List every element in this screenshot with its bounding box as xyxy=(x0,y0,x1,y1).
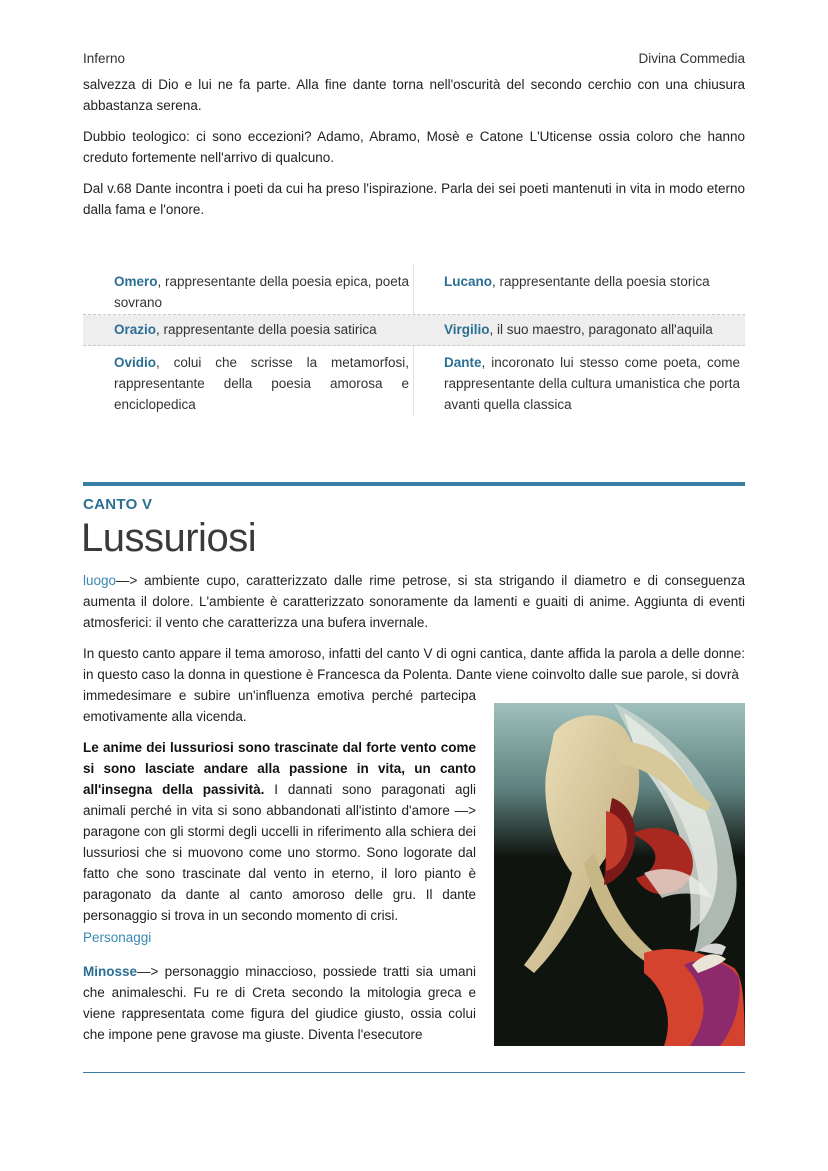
table-row xyxy=(83,264,745,315)
anime-paragraph xyxy=(83,737,476,926)
poet-dante xyxy=(444,352,740,415)
document-page xyxy=(83,0,745,1171)
luogo-paragraph xyxy=(83,570,745,633)
poet-desc: , rappresentante della poesia satirica xyxy=(156,322,377,337)
minosse-paragraph xyxy=(83,961,476,1045)
poet-lucano xyxy=(444,271,740,292)
tema-paragraph-cont: immedesimare e subire un'influenza emotiva perché partecipa emotivamente alla vicenda. xyxy=(83,688,476,724)
poet-omero xyxy=(114,271,409,313)
intro-paragraph-3: Dal v.68 Dante incontra i poeti da cui ha preso l'ispirazione. Parla dei sei poeti mantenuti in vita in modo eterno dalla fama e l'onore. xyxy=(83,181,745,217)
footer-rule xyxy=(83,1072,745,1073)
minosse-name: Minosse xyxy=(83,964,138,979)
minosse-text: —> personaggio minaccioso, possiede tratti sia umani che animaleschi. Fu re di Creta secondo la mitologia greca e viene rappresentata come figura del giudice giusto, ossia colui che impone pene gravose ma giuste. Diventa l'esecutore xyxy=(83,964,476,1042)
table-row xyxy=(83,315,745,346)
header-right: Divina Commedia xyxy=(638,51,745,66)
poet-virgilio xyxy=(444,319,740,340)
anime-text: I dannati sono paragonati agli animali perché in vita si sono abbandonati all'istinto d'amore —> paragone con gli stormi degli uccelli in riferimento alla schiera dei lussuriosi che si muovono come uno stormo. Sono logorate dal fatto che sono trascinate dal vento in eterno, il loro pianto è paragonato da dante al canto amoroso delle gru. Il dante personaggio si trova in un secondo momento di crisi. xyxy=(83,782,476,923)
running-header xyxy=(83,51,745,69)
poet-name: Omero xyxy=(114,274,158,289)
canto-label: CANTO V xyxy=(83,496,153,513)
poet-name: Lucano xyxy=(444,274,493,289)
poet-desc: , incoronato lui stesso come poeta, come rappresentante della cultura umanistica che porta avanti quella classica xyxy=(444,355,740,412)
poet-name: Ovidio xyxy=(114,355,157,370)
poet-desc: , colui che scrisse la metamorfosi, rappresentante della poesia amorosa e enciclopedica xyxy=(114,355,409,412)
header-left: Inferno xyxy=(83,51,126,66)
tema-paragraph: In questo canto appare il tema amoroso, infatti del canto V di ogni cantica, dante affida la parola a delle donne: in questo caso la donna in questione è Francesca da Polenta. Dante viene coinvolto dalle sue parole, si dovrà xyxy=(83,646,745,682)
luogo-text: —> ambiente cupo, caratterizzato dalle rime petrose, si sta strigando il diametro e di conseguenza aumenta il dolore. L'ambiente è caratterizzato sonoramente da lamenti e guaiti di anime. Aggiunta di eventi atmosferici: il vento che caratterizza una bufera invernale. xyxy=(83,573,745,630)
lussuriosi-illustration xyxy=(494,703,745,1046)
table-row xyxy=(83,346,745,418)
intro-paragraph-2: Dubbio teologico: ci sono eccezioni? Adamo, Abramo, Mosè e Catone L'Uticense ossia coloro che hanno creduto fortemente nell'arrivo di qualcuno. xyxy=(83,129,745,165)
intro-paragraph-1: salvezza di Dio e lui ne fa parte. Alla fine dante torna nell'oscurità del secondo cerchio con una chiusura abbastanza serena. xyxy=(83,77,745,113)
poet-ovidio xyxy=(114,352,409,415)
poet-name: Virgilio xyxy=(444,322,490,337)
poet-orazio xyxy=(114,319,409,340)
poet-name: Orazio xyxy=(114,322,157,337)
section-rule xyxy=(83,482,745,486)
poet-desc: , rappresentante della poesia epica, poeta sovrano xyxy=(114,274,409,310)
poet-desc: , rappresentante della poesia storica xyxy=(492,274,710,289)
section-title: Lussuriosi xyxy=(81,516,257,560)
personaggi-heading: Personaggi xyxy=(83,930,152,945)
anime-bold: Le anime dei lussuriosi sono trascinate dal forte vento come si sono lasciate andare alla passione in vita, un canto all'insegna della passività. xyxy=(83,740,476,797)
poets-table xyxy=(83,264,745,418)
illustration-artwork xyxy=(494,703,745,1046)
poet-desc: , il suo maestro, paragonato all'aquila xyxy=(489,322,713,337)
luogo-word: luogo xyxy=(83,573,117,588)
poet-name: Dante xyxy=(444,355,482,370)
